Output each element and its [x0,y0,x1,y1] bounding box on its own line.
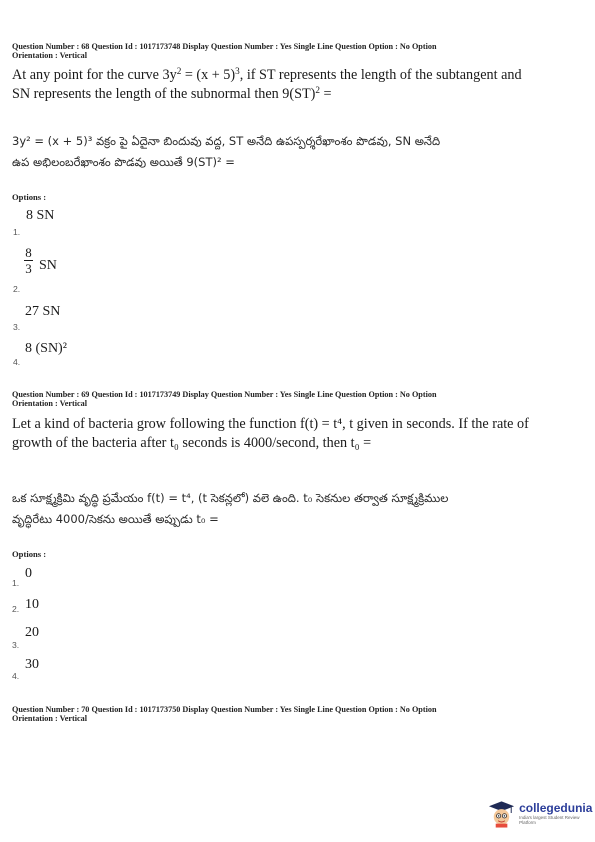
question-69-english-text [12,415,577,453]
option-value: 20 [25,625,39,640]
question-68-english-line2: SN represents the length of the subnormal then 9(ST)$^2$ = [12,84,332,102]
question-68-options-label: Options : [12,192,47,202]
question-68-telugu-line2: ఉప అభిలంబరేఖాంశం పొడవు అయితే 9(ST)² = [12,155,235,169]
option-value: SN [39,258,57,273]
question-69-english-line1: Let a kind of bacteria grow following the function f(t) = t⁴, t given in seconds. If the rate of [12,416,529,432]
question-68-meta-line1: Question Number : 68 Question Id : 1017173748 Display Question Number : Yes Single Line Question Option : No Option [12,42,437,51]
question-70-meta-line1: Question Number : 70 Question Id : 1017173750 Display Question Number : Yes Single Line Question Option : No Option [12,705,437,714]
option-number: 2. [13,284,21,294]
question-68-telugu-text [12,131,577,173]
option-value: 10 [25,597,39,612]
option-value: 8 (SN)² [25,341,67,356]
question-69-telugu-line1: ఒక సూక్ష్మక్రిమి వృద్ధి ప్రమేయం f(t) = t⁴, (t సెకన్లలో) వలె ఉంది. t₀ సెకనుల తర్వాత సూక్ష్మక్రిముల [12,491,449,505]
question-69-meta-line1: Question Number : 69 Question Id : 1017173749 Display Question Number : Yes Single Line Question Option : No Option [12,390,437,399]
option-number: 4. [13,357,21,367]
option-number: 4. [12,671,20,681]
question-70-orientation: Orientation : Vertical [12,714,88,723]
question-70-meta [12,705,437,723]
fraction-numerator: 8 [25,245,32,260]
option-number: 1. [13,227,21,237]
question-69-telugu-text [12,488,577,530]
question-69-options-label: Options : [12,549,47,559]
brand-name: collegedunia [519,801,593,815]
question-68-english-line1: At any point for the curve $3y^2 = (x + 5)^3$, if ST represents the length of the subtangent and [12,65,522,83]
option-fraction [24,246,33,275]
question-69-english-line2: growth of the bacteria after t₀ seconds is 4000/second, then t₀ = [12,435,372,451]
fraction-denominator: 3 [25,261,32,276]
question-69-telugu-line2: వృద్ధిరేటు 4000/సెకను అయితే అప్పుడు t₀ = [12,512,219,526]
question-68-meta [12,42,437,60]
brand-tagline: India's largest Student Review Platform [519,815,580,825]
option-number: 2. [12,604,20,614]
graduate-mascot-icon [487,798,516,828]
option-number: 3. [13,322,21,332]
option-value: 0 [25,566,32,581]
option-value: 27 SN [25,304,61,319]
question-68-orientation: Orientation : Vertical [12,51,88,60]
question-69-orientation: Orientation : Vertical [12,399,88,408]
collegedunia-logo [487,798,595,828]
option-value: 8 SN [26,208,55,223]
option-number: 1. [12,578,20,588]
option-number: 3. [12,640,20,650]
question-69-meta [12,390,437,408]
question-68-telugu-line1: 3y² = (x + 5)³ వక్రం పై ఏదైనా బిందువు వద్ద, ST అనేది ఉపస్పర్శరేఖాంశం పొడవు, SN అనేది [12,134,441,148]
option-value: 30 [25,657,39,672]
question-68-english-text [12,66,577,104]
